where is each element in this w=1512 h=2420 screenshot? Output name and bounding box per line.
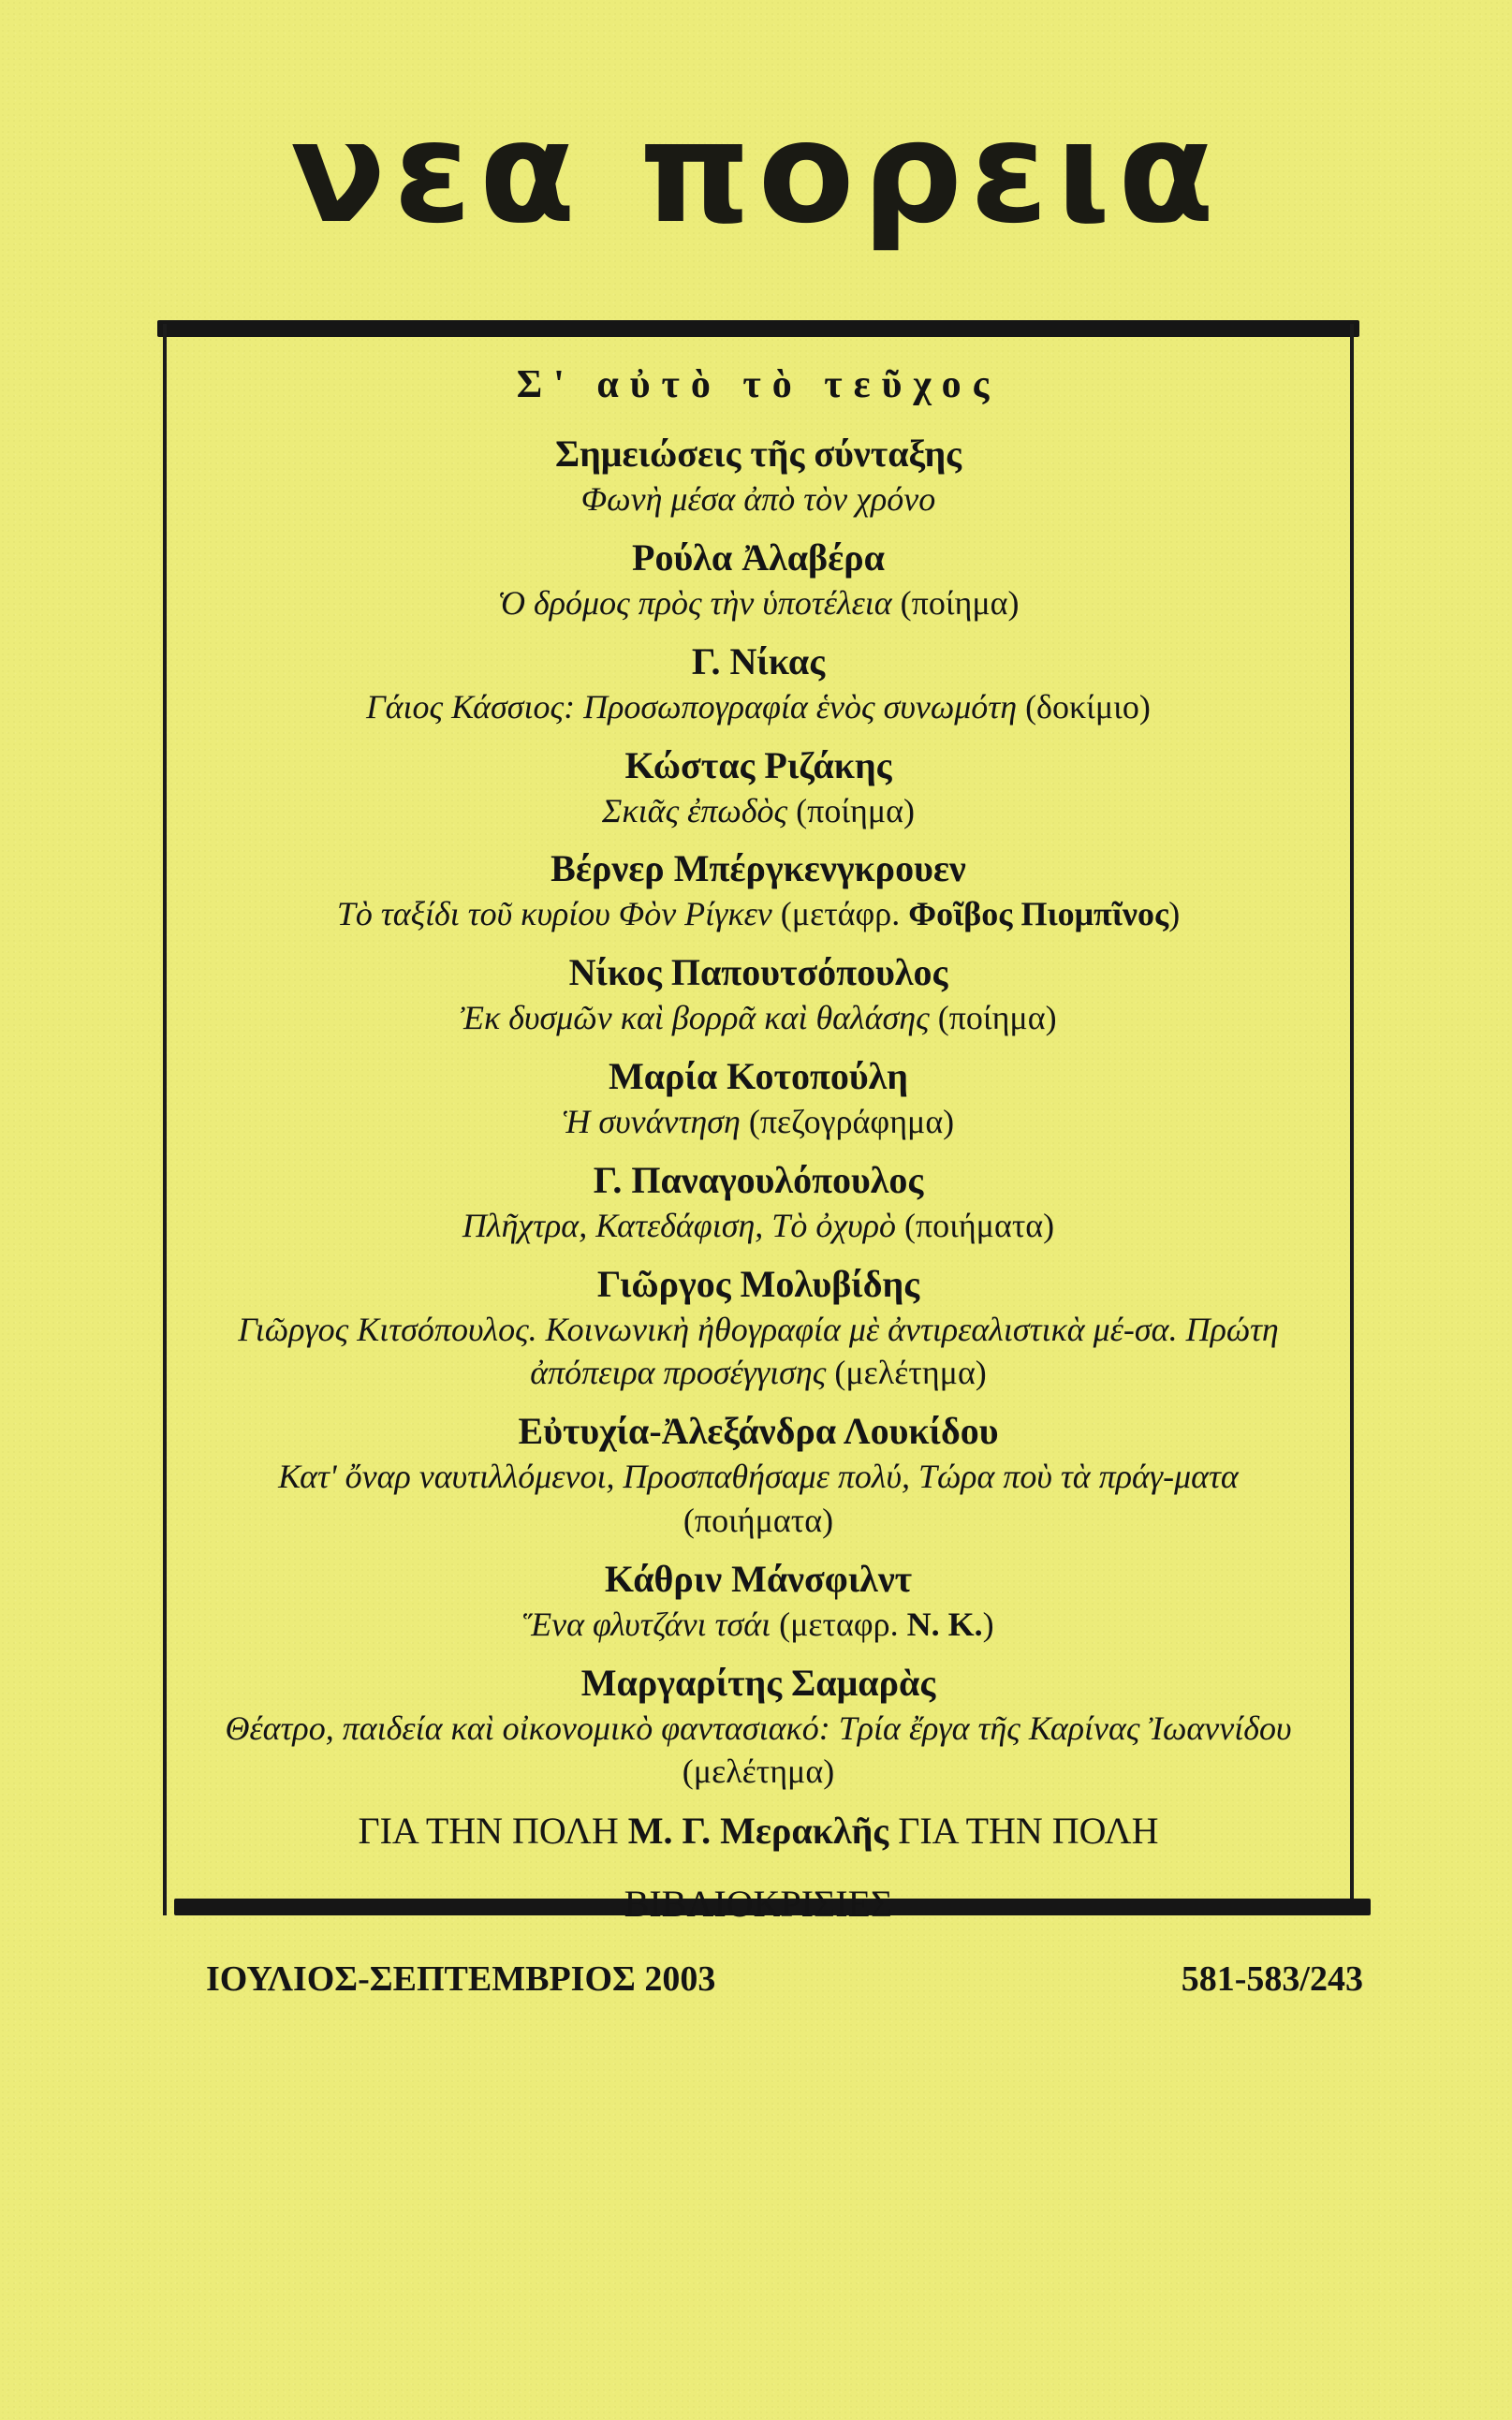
- entry-genre: (ποιήματα): [903, 1206, 1055, 1244]
- entry-title: Ἕνα φλυτζάνι τσάι: [522, 1605, 771, 1643]
- entry-author: Σημειώσεις τῆς σύνταξης: [554, 433, 962, 476]
- entry-work: [178, 789, 1339, 833]
- entry-author: Ρούλα Ἀλαβέρα: [632, 535, 885, 579]
- entry-work: [178, 996, 1339, 1040]
- contents-entry: [178, 742, 1339, 833]
- city-line-author: Μ. Γ. Μερακλῆς: [627, 1810, 889, 1853]
- entry-work: [178, 1603, 1339, 1647]
- entry-author: Μαργαρίτης Σαμαρὰς: [580, 1661, 936, 1704]
- issue-date: ΙΟΥΛΙΟΣ-ΣΕΠΤΕΜΒΡΙΟΣ 2003: [206, 1959, 716, 1999]
- entry-genre: (ποίημα): [796, 791, 915, 829]
- contents-entry: [178, 1053, 1339, 1144]
- entry-work: [178, 1308, 1339, 1396]
- entry-title: Πλῆχτρα, Κατεδάφιση, Τὸ ὀχυρὸ: [462, 1206, 896, 1244]
- entry-title: Σκιᾶς ἐπωδὸς: [602, 791, 788, 829]
- entry-genre: (ποίημα): [937, 999, 1057, 1037]
- entry-genre: (ποιήματα): [683, 1501, 834, 1539]
- entry-title: Γάιος Κάσσιος: Προσωπογραφία ἑνὸς συνωμότη: [366, 687, 1018, 726]
- contents-entry: [178, 535, 1339, 625]
- entry-work: [178, 892, 1339, 936]
- entry-genre: (μελέτημα): [682, 1753, 835, 1791]
- entry-title: Ἡ συνάντηση: [562, 1102, 741, 1140]
- city-line-right: ΓΙΑ ΤΗΝ ΠΟΛΗ: [898, 1810, 1159, 1853]
- entry-work: [178, 1707, 1339, 1795]
- entry-author: Γ. Παναγουλόπουλος: [593, 1158, 924, 1201]
- table-of-contents: [178, 363, 1339, 1929]
- city-line-left: ΓΙΑ ΤΗΝ ΠΟΛΗ: [358, 1810, 619, 1853]
- contents-entry: [178, 1660, 1339, 1795]
- entry-genre: (μετάφρ.: [780, 895, 901, 933]
- entry-note-close: ): [1168, 895, 1181, 933]
- issue-footer: [206, 1958, 1363, 2000]
- entry-author: Εὐτυχία-Ἀλεξάνδρα Λουκίδου: [518, 1410, 999, 1453]
- entry-author: Νίκος Παπουτσόπουλος: [568, 951, 948, 994]
- issue-number: 581-583/243: [1181, 1959, 1363, 1999]
- entry-title: Γιῶργος Κιτσόπουλος. Κοινωνικὴ ἠθογραφία μὲ ἀντιρεαλιστικὰ μέ-σα. Πρώτη ἀπόπειρα προσέγγισης: [238, 1310, 1279, 1392]
- contents-entry: [178, 431, 1339, 521]
- entry-note-close: ): [982, 1605, 994, 1643]
- entry-title: Ἐκ δυσμῶν καὶ βορρᾶ καὶ θαλάσης: [460, 999, 930, 1037]
- entry-title: Τὸ ταξίδι τοῦ κυρίου Φὸν Ρίγκεν: [336, 895, 772, 933]
- city-line: [178, 1807, 1339, 1855]
- entry-author: Γιῶργος Μολυβίδης: [596, 1262, 920, 1305]
- contents-entry: [178, 845, 1339, 936]
- entry-work: [178, 1455, 1339, 1543]
- entry-genre: (μελέτημα): [834, 1354, 987, 1392]
- entry-title: Ὁ δρόμος πρὸς τὴν ὑποτέλεια: [497, 583, 892, 622]
- entry-work: [178, 1100, 1339, 1144]
- contents-heading: Σ' αὐτὸ τὸ τεῦχος: [516, 363, 1001, 406]
- contents-entry: [178, 1556, 1339, 1647]
- entry-work: [178, 1204, 1339, 1248]
- entry-translator: Ν. Κ.: [906, 1605, 983, 1643]
- entry-author: Κάθριν Μάνσφιλντ: [604, 1557, 913, 1600]
- contents-entry: [178, 949, 1339, 1040]
- entry-work: [178, 477, 1339, 521]
- entry-author: Κώστας Ριζάκης: [624, 743, 892, 786]
- entry-genre: (ποίημα): [900, 583, 1020, 622]
- entry-genre: (πεζογράφημα): [748, 1102, 955, 1140]
- entry-work: [178, 685, 1339, 729]
- entry-title: Φωνὴ μέσα ἀπὸ τὸν χρόνο: [580, 480, 936, 519]
- contents-entry: [178, 1157, 1339, 1248]
- contents-entry: [178, 1261, 1339, 1396]
- entry-genre: (δοκίμιο): [1025, 687, 1151, 726]
- contents-list: [178, 431, 1339, 1794]
- entry-title: Κατ' ὄναρ ναυτιλλόμενοι, Προσπαθήσαμε πολύ, Τώρα ποὺ τὰ πράγ-ματα: [278, 1458, 1239, 1496]
- contents-entry: [178, 638, 1339, 729]
- magazine-title: νεα πορεια: [289, 92, 1222, 255]
- entry-genre: (μεταφρ.: [779, 1605, 899, 1643]
- entry-author: Γ. Νίκας: [691, 639, 826, 682]
- entry-author: Βέρνερ Μπέργκενγκρουεν: [550, 847, 966, 890]
- entry-author: Μαρία Κοτοπούλη: [608, 1054, 909, 1097]
- contents-entry: [178, 1408, 1339, 1543]
- entry-title: Θέατρο, παιδεία καὶ οἰκονομικὸ φαντασιακό: Τρία ἔργα τῆς Καρίνας Ἰωαννίδου: [225, 1709, 1292, 1747]
- entry-translator: Φοῖβος Πιομπῖνος: [908, 895, 1169, 933]
- entry-work: [178, 581, 1339, 625]
- reviews-heading: ΒΙΒΛΙΟΚΡΙΣΙΕΣ: [624, 1883, 893, 1926]
